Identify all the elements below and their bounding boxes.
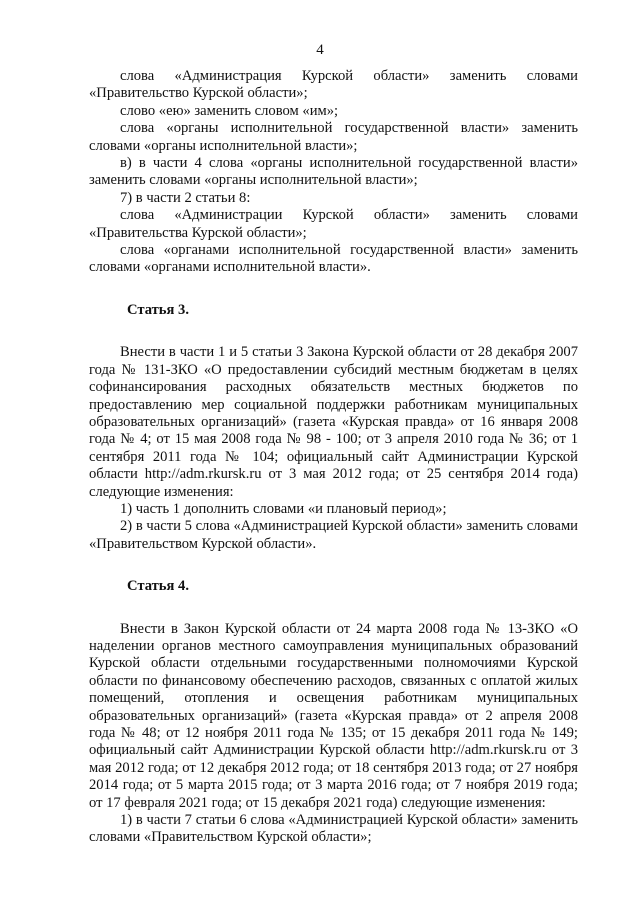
article-4-paragraph: Внести в Закон Курской области от 24 марта 2008 года № 13-ЗКО «О наделении органов местного самоуправления муниципальных образований Курской области отдельными государственными полномочиями Курской области по финансовому обеспечению расходов, связанных с оплатой жилых помещений, отопления и освещения работникам муниципальных образовательных организаций» (газета «Курская правда» от 2 апреля 2008 года № 48; от 12 ноября 2011 года № 135; от 15 декабря 2011 года № 149; официальный сайт Администрации Курской области http://adm.rkursk.ru от 3 мая 2012 года; от 12 декабря 2012 года; от 18 сентября 2013 года; от 27 ноября 2014 года; от 5 марта 2015 года; от 3 марта 2016 года; от 7 ноября 2019 года; от 17 февраля 2021 года; от 15 декабря 2021 года) следующие изменения: [89,620,578,811]
paragraph: слова «органами исполнительной государственной власти» заменить словами «органами исполнительной власти». [89,242,578,276]
paragraph: слова «Администрации Курской области» заменить словами «Правительства Курской области»; [89,207,578,241]
article-4-item: 1) в части 7 статьи 6 слова «Администрацией Курской области» заменить словами «Правительством Курской области»; [89,812,578,846]
document-body [89,68,578,847]
article-3-paragraph: Внести в части 1 и 5 статьи 3 Закона Курской области от 28 декабря 2007 года № 131-ЗКО «О предоставлении субсидий местным бюджетам в целях софинансирования расходных обязательств местных бюджетов по предоставлению мер социальной поддержки работникам муниципальных образовательных организаций» (газета «Курская правда» от 16 января 2008 года № 4; от 15 мая 2008 года № 98 - 100; от 3 апреля 2010 года № 36; от 1 сентября 2011 года № 104; официальный сайт Администрации Курской области http://adm.rkursk.ru от 3 мая 2012 года; от 25 сентября 2014 года) следующие изменения: [89,344,578,500]
paragraph: в) в части 4 слова «органы исполнительной государственной власти» заменить словами «органы исполнительной власти»; [89,155,578,189]
paragraph: слово «ею» заменить словом «им»; [120,102,339,119]
paragraph: 7) в части 2 статьи 8: [120,189,251,206]
paragraph: слова «Администрация Курской области» заменить словами «Правительство Курской области»; [89,68,578,102]
article-4-heading: Статья 4. [127,578,189,595]
paragraph: слова «органы исполнительной государственной власти» заменить словами «органы исполнительной власти»; [89,120,578,154]
page-number: 4 [316,42,324,58]
article-3-heading: Статья 3. [127,301,189,318]
article-3-item: 1) часть 1 дополнить словами «и плановый период»; [120,500,447,517]
article-3-item: 2) в части 5 слова «Администрацией Курской области» заменить словами «Правительством Курской области». [89,518,578,552]
